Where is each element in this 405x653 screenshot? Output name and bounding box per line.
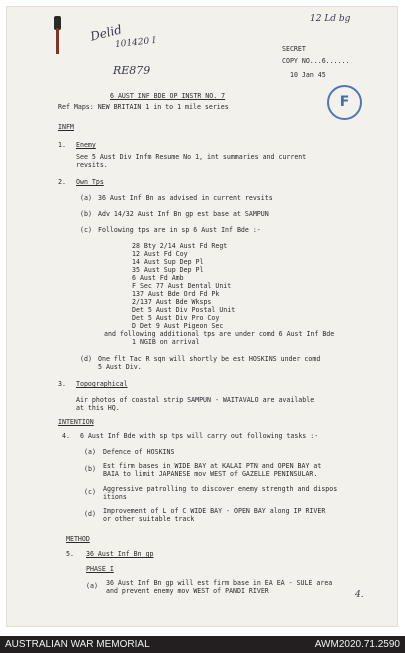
intention-item-b: BAIA to limit JAPANESE mov WEST of GAZELLE PENINSULAR. bbox=[103, 470, 318, 478]
enemy-text: revsits. bbox=[76, 161, 108, 169]
intention-item-a: Defence of HOSKINS bbox=[103, 448, 175, 456]
unit-line: 14 Aust Sup Dep Pl bbox=[132, 258, 204, 266]
enemy-text: See 5 Aust Div Infm Resume No 1, int summaries and current bbox=[76, 153, 307, 161]
intention-item-b: Est firm bases in WIDE BAY at KALAI PTN and OPEN BAY at bbox=[103, 462, 322, 470]
footer-accession-number: AWM2020.71.2590 bbox=[314, 639, 400, 650]
method-item-a: and prevent enemy mov WEST of PANDI RIVER bbox=[106, 587, 269, 595]
unit-line: 28 Bty 2/14 Aust Fd Regt bbox=[132, 242, 228, 250]
item-label: (a) bbox=[84, 448, 96, 456]
handwritten-top-right: 12 Ld bg bbox=[310, 14, 351, 24]
handwritten-page-mark: 4. bbox=[355, 590, 364, 600]
units-note: and following additional tps are under comd 6 Aust Inf Bde bbox=[104, 330, 335, 338]
item-label: (a) bbox=[86, 582, 98, 590]
item-label: (d) bbox=[80, 355, 92, 363]
unit-line: D Det 9 Aust Pigeon Sec bbox=[132, 322, 224, 330]
item-label: (b) bbox=[80, 210, 92, 218]
intention-item-d: Improvement of L of C WIDE BAY - OPEN BAY along IP RIVER bbox=[103, 507, 326, 515]
topographical-text: Air photos of coastal strip SAMPUN - WAITAVALO are available bbox=[76, 396, 315, 404]
copy-number: COPY NO...6...... bbox=[282, 57, 350, 65]
para-number: 4. bbox=[62, 432, 70, 440]
method-item-a: 36 Aust Inf Bn gp will est firm base in EA EA - SULE area bbox=[106, 579, 333, 587]
footer-institution: AUSTRALIAN WAR MEMORIAL bbox=[5, 639, 150, 650]
intention-item-c: itions bbox=[103, 493, 127, 501]
intention-item-d: or other suitable track bbox=[103, 515, 195, 523]
own-tps-item-b: Adv 14/32 Aust Inf Bn gp est base at SAMPUN bbox=[98, 210, 269, 218]
handwritten-ref-number: 101420 I bbox=[114, 35, 157, 51]
binder-tag bbox=[56, 28, 59, 54]
unit-line: 6 Aust Fd Amb bbox=[132, 274, 184, 282]
intention-item-c: Aggressive patrolling to discover enemy strength and dispos bbox=[103, 485, 338, 493]
unit-line: Det 5 Aust Div Postal Unit bbox=[132, 306, 236, 314]
ref-maps: Ref Maps: NEW BRITAIN 1 in to 1 mile series bbox=[58, 103, 229, 111]
own-tps-item-d: One flt Tac R sqn will shortly be est HOSKINS under comd bbox=[98, 355, 321, 363]
handwritten-initials: Delid bbox=[88, 22, 124, 44]
own-tps-item-c: Following tps are in sp 6 Aust Inf Bde :- bbox=[98, 226, 261, 234]
section-heading-infm: INFM bbox=[58, 123, 74, 131]
section-heading-intention: INTENTION bbox=[58, 418, 94, 426]
unit-line: 12 Aust Fd Coy bbox=[132, 250, 188, 258]
own-tps-heading: Own Tps bbox=[76, 178, 104, 186]
section-heading-method: METHOD bbox=[66, 535, 90, 543]
method-subheading: 36 Aust Inf Bn gp bbox=[86, 550, 154, 558]
enemy-heading: Enemy bbox=[76, 141, 96, 149]
unit-line: 2/137 Aust Bde Wksps bbox=[132, 298, 212, 306]
para-number: 3. bbox=[58, 380, 66, 388]
item-label: (c) bbox=[84, 488, 96, 496]
stamp-f: F bbox=[327, 85, 362, 120]
unit-line: F Sec 77 Aust Dental Unit bbox=[132, 282, 232, 290]
handwritten-file-code: RE879 bbox=[113, 64, 151, 77]
own-tps-item-d: 5 Aust Div. bbox=[98, 363, 142, 371]
phase-heading: PHASE I bbox=[86, 565, 114, 573]
item-label: (d) bbox=[84, 510, 96, 518]
item-label: (a) bbox=[80, 194, 92, 202]
document-title: 6 AUST INF BDE OP INSTR NO. 7 bbox=[110, 92, 226, 100]
item-label: (c) bbox=[80, 226, 92, 234]
item-label: (b) bbox=[84, 465, 96, 473]
topographical-heading: Topographical bbox=[76, 380, 128, 388]
para-number: 5. bbox=[66, 550, 74, 558]
para-number: 1. bbox=[58, 141, 66, 149]
units-note: 1 NGIB on arrival bbox=[132, 338, 200, 346]
own-tps-item-a: 36 Aust Inf Bn as advised in current revsits bbox=[98, 194, 273, 202]
document-date: 10 Jan 45 bbox=[290, 71, 326, 79]
unit-line: 137 Aust Bde Ord Fd Pk bbox=[132, 290, 220, 298]
unit-line: Det 5 Aust Div Pro Coy bbox=[132, 314, 220, 322]
topographical-text: at this HQ. bbox=[76, 404, 120, 412]
footer-bar bbox=[0, 636, 405, 653]
intention-lead: 6 Aust Inf Bde with sp tps will carry out following tasks :- bbox=[80, 432, 319, 440]
secret-label: SECRET bbox=[282, 45, 306, 53]
unit-line: 35 Aust Sup Dep Pl bbox=[132, 266, 204, 274]
para-number: 2. bbox=[58, 178, 66, 186]
